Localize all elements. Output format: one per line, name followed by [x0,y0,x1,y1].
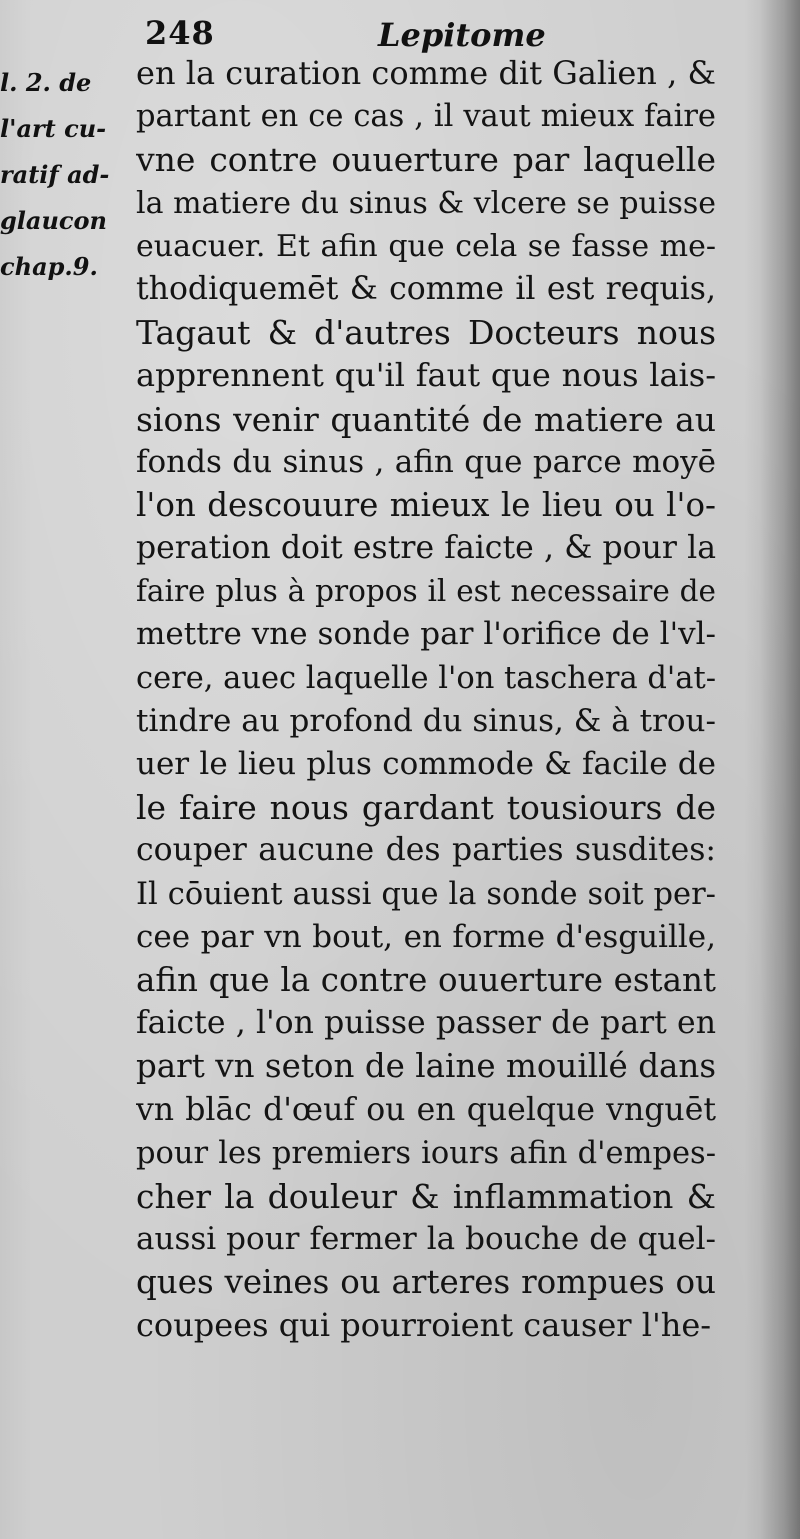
text-line: fonds du sinus , afin que parce moyē [136,443,716,480]
margin-note-line: ratif ad- [0,160,110,189]
running-head: Lepitome [378,16,546,54]
text-line: coupees qui pourroient causer l'he- [136,1306,712,1345]
text-line: sions venir quantité de matiere au [136,399,716,439]
text-line: en la curation comme dit Galien , & [136,54,716,92]
text-line: cee par vn bout, en forme d'esguille, [136,918,716,955]
text-line: apprennent qu'il faut que nous lais- [136,356,716,395]
page-number: 248 [145,14,215,52]
text-line: part vn seton de laine mouillé dans [136,1047,716,1086]
page-edge-shadow [760,0,800,1539]
text-line: thodiquemēt & comme il est requis, [136,270,716,307]
text-line: la matiere du sinus & vlcere se puisse [136,185,716,221]
text-line: vne contre ouuerture par laquelle [136,140,716,180]
text-line: peration doit estre faicte , & pour la [136,530,716,567]
text-line: le faire nous gardant tousiours de [136,788,716,828]
text-line: euacuer. Et afin que cela se fasse me- [136,228,716,264]
text-line: vn blāc d'œuf ou en quelque vnguēt [136,1091,716,1128]
body-text [136,52,716,1348]
margin-note-line: l'art cu- [0,114,107,143]
margin-note-line: l. 2. de [0,68,92,97]
text-line: Il cōuient aussi que la sonde soit per- [136,876,716,912]
text-line: tindre au profond du sinus, & à trou- [136,702,716,739]
text-line: uer le lieu plus commode & facile de [136,746,716,782]
text-line: ques veines ou arteres rompues ou [136,1263,716,1302]
text-line: partant en ce cas , il vaut mieux faire [136,99,716,135]
text-line: faicte , l'on puisse passer de part en [136,1005,716,1042]
margin-note-line: chap.9. [0,252,98,281]
margin-note [0,60,130,290]
text-line: afin que la contre ouuerture estant [136,960,716,999]
text-line: couper aucune des parties susdites: [136,832,716,869]
text-line: pour les premiers iours afin d'empes- [136,1135,716,1171]
text-line: mettre vne sonde par l'orifice de l'vl- [136,616,716,653]
text-line: aussi pour fermer la bouche de quel- [136,1221,716,1258]
text-line: faire plus à propos il est necessaire de [136,574,716,609]
text-line: l'on descouure mieux le lieu ou l'o- [136,485,716,524]
text-line: Tagaut & d'autres Docteurs nous [136,313,716,353]
page-header [140,8,720,58]
text-line: cher la douleur & inflammation & [136,1176,716,1216]
margin-note-line: glaucon [0,206,107,235]
text-line: cere, auec laquelle l'on taschera d'at- [136,660,716,696]
